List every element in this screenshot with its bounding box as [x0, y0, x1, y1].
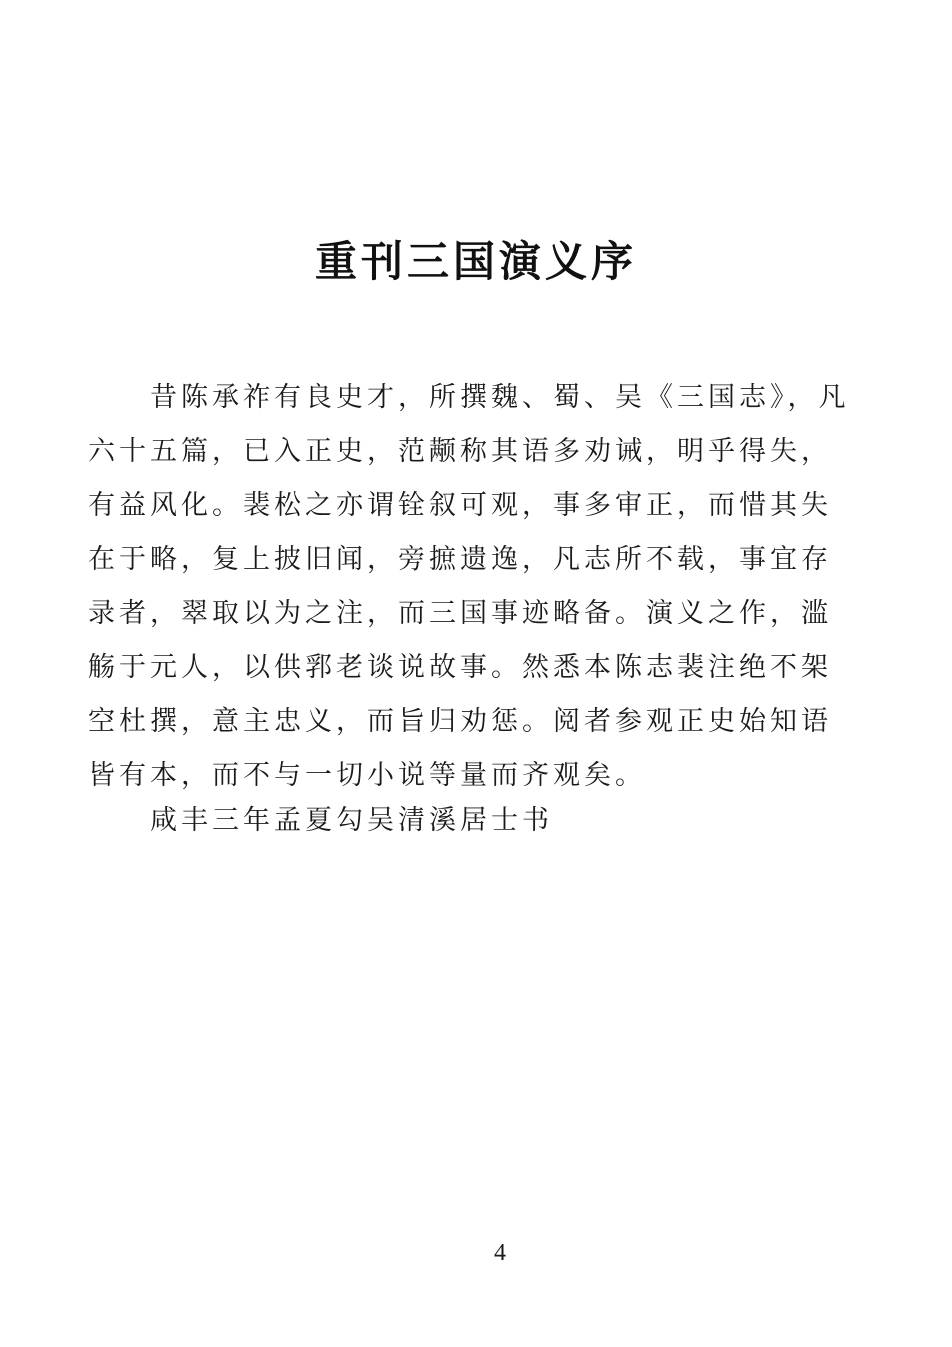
preface-paragraph	[88, 371, 866, 803]
paragraph-line-2: 六十五篇，已入正史，范颟称其语多劝诫，明乎得失，	[88, 436, 832, 467]
page-number: 4	[494, 1240, 506, 1266]
paragraph-line-5: 录者，翠取以为之注，而三国事迹略备。演义之作，滥	[88, 598, 832, 629]
document-title: 重刊三国演义序	[314, 237, 637, 286]
signature-line: 咸丰三年孟夏勾吴清溪居士书	[150, 805, 553, 836]
paragraph-line-4: 在于略，复上披旧闻，旁摭遗逸，凡志所不载，事宜存	[88, 544, 832, 575]
paragraph-line-8: 皆有本，而不与一切小说等量而齐观矣。	[88, 760, 646, 791]
paragraph-line-3: 有益风化。裴松之亦谓铨叙可观，事多审正，而惜其失	[88, 490, 832, 521]
paragraph-line-6: 觞于元人，以供郛老谈说故事。然悉本陈志裴注绝不架	[88, 652, 832, 683]
paragraph-line-7: 空杜撰，意主忠义，而旨归劝惩。阅者参观正史始知语	[88, 706, 832, 737]
paragraph-line-1: 昔陈承祚有良史才，所撰魏、蜀、吴《三国志》，凡	[150, 382, 850, 413]
